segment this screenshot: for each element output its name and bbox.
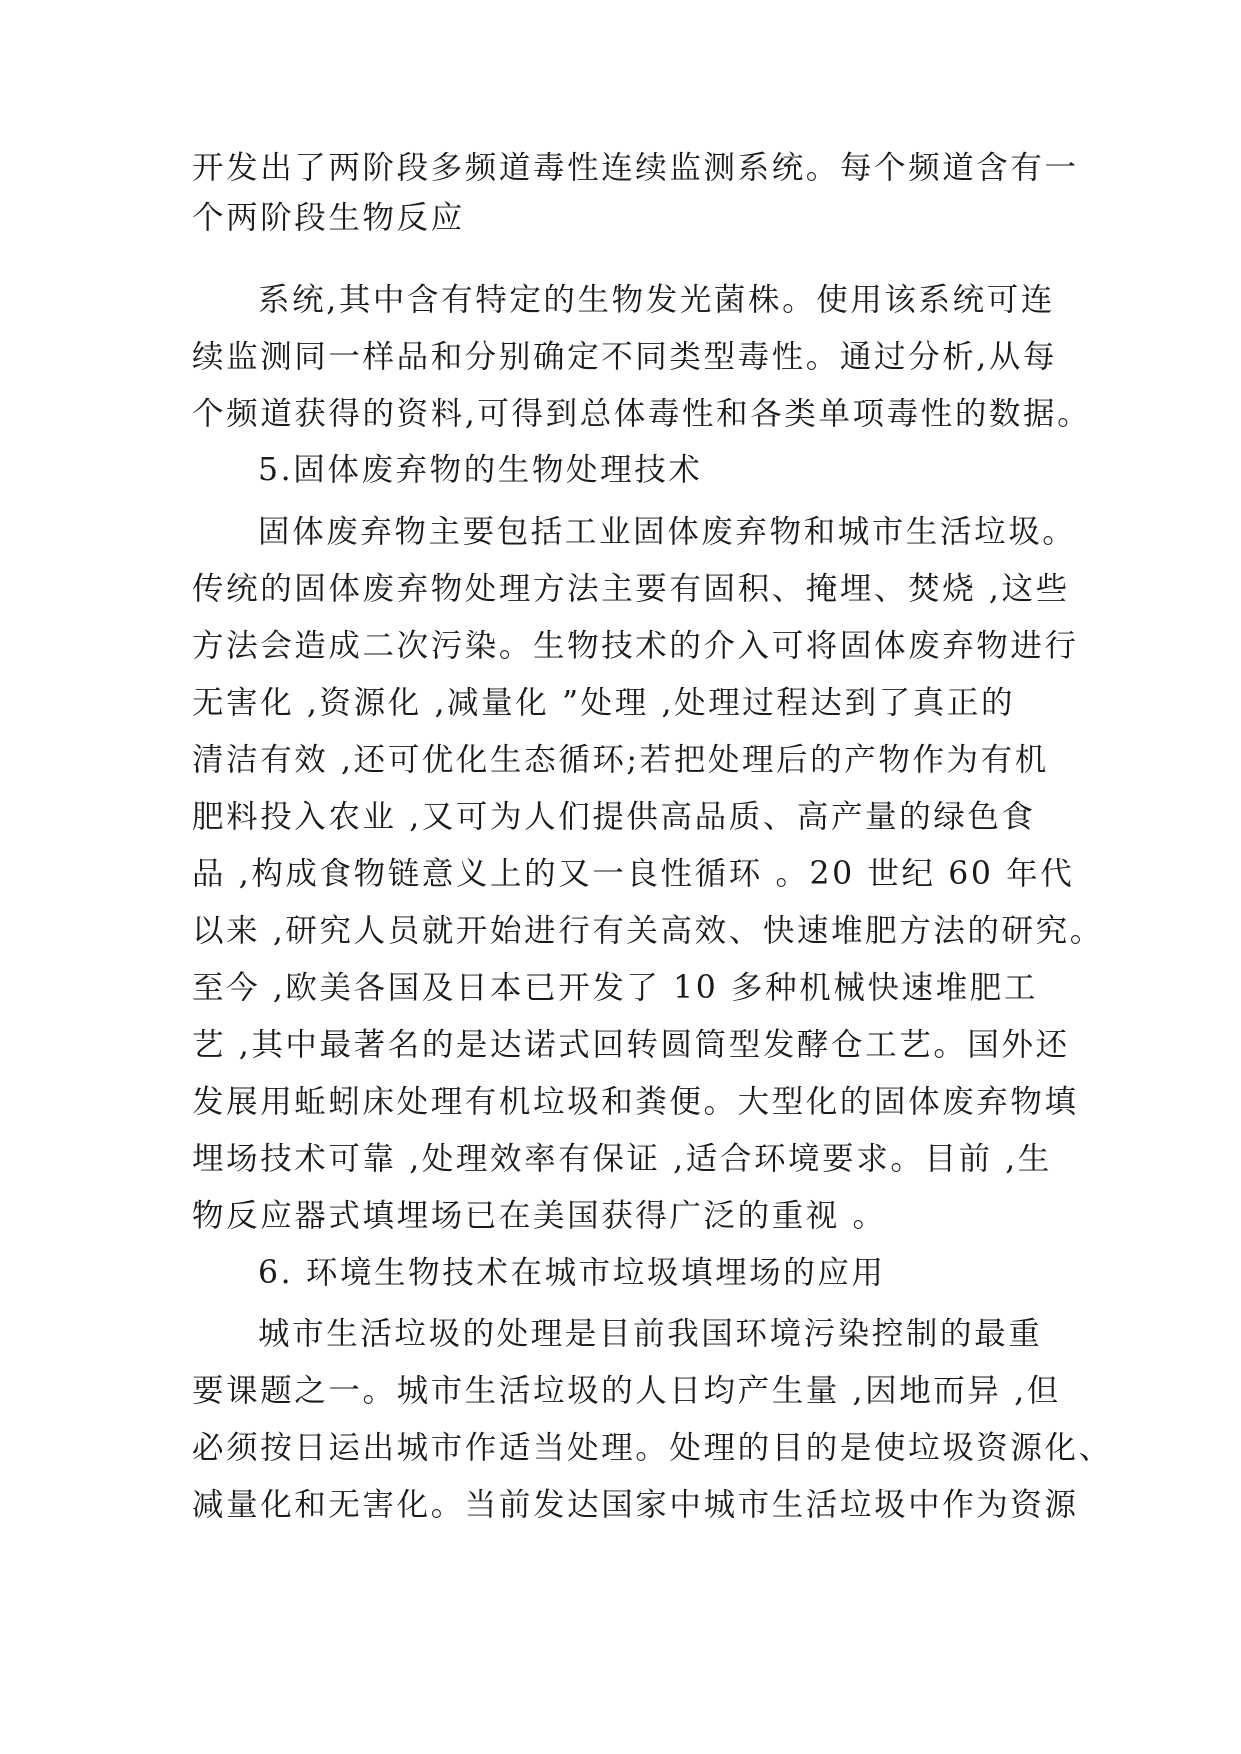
- paragraph-start-line: 固体废弃物主要包括工业固体废弃物和城市生活垃圾。: [258, 514, 1077, 550]
- text-line: 续监测同一样品和分别确定不同类型毒性。通过分析,从每: [192, 339, 1058, 375]
- section-heading: 5.固体废弃物的生物处理技术: [258, 452, 703, 488]
- text-line: 艺 ,其中最著名的是达诺式回转圆筒型发酵仓工艺。国外还: [192, 1027, 1070, 1063]
- section-heading: 6. 环境生物技术在城市垃圾填埋场的应用: [258, 1255, 886, 1291]
- text-line: 品 ,构成食物链意义上的又一良性循环 。20 世纪 60 年代: [192, 856, 1075, 892]
- text-line: 方法会造成二次污染。生物技术的介入可将固体废弃物进行: [192, 628, 1079, 664]
- text-line: 要课题之一。城市生活垃圾的人日均产生量 ,因地而异 ,但: [192, 1373, 1061, 1409]
- text-line: 必须按日运出城市作适当处理。处理的目的是使垃圾资源化、: [192, 1430, 1113, 1466]
- paragraph-start-line: 系统,其中含有特定的生物发光菌株。使用该系统可连: [258, 282, 1055, 318]
- text-line: 以来 ,研究人员就开始进行有关高效、快速堆肥方法的研究。: [192, 913, 1104, 949]
- text-line: 传统的固体废弃物处理方法主要有固积、掩埋、焚烧 ,这些: [192, 571, 1070, 607]
- text-line: 减量化和无害化。当前发达国家中城市生活垃圾中作为资源: [192, 1487, 1079, 1523]
- text-line: 发展用蚯蚓床处理有机垃圾和粪便。大型化的固体废弃物填: [192, 1084, 1079, 1120]
- text-line: 开发出了两阶段多频道毒性连续监测系统。每个频道含有一: [192, 150, 1079, 186]
- text-line: 物反应器式填埋场已在美国获得广泛的重视 。: [192, 1198, 887, 1234]
- text-line: 至今 ,欧美各国及日本已开发了 10 多种机械快速堆肥工: [192, 970, 1038, 1006]
- paragraph-start-line: 城市生活垃圾的处理是目前我国环境污染控制的最重: [258, 1316, 1043, 1352]
- text-line: 埋场技术可靠 ,处理效率有保证 ,适合环境要求。目前 ,生: [192, 1141, 1052, 1177]
- text-line: 个频道获得的资料,可得到总体毒性和各类单项毒性的数据。: [192, 396, 1092, 432]
- text-line: 个两阶段生物反应: [192, 200, 465, 236]
- text-line: 无害化 ,资源化 ,减量化 ”处理 ,处理过程达到了真正的: [192, 685, 1016, 721]
- text-line: 肥料投入农业 ,又可为人们提供高品质、高产量的绿色食: [192, 799, 1036, 835]
- text-line: 清洁有效 ,还可优化生态循环;若把处理后的产物作为有机: [192, 742, 1049, 778]
